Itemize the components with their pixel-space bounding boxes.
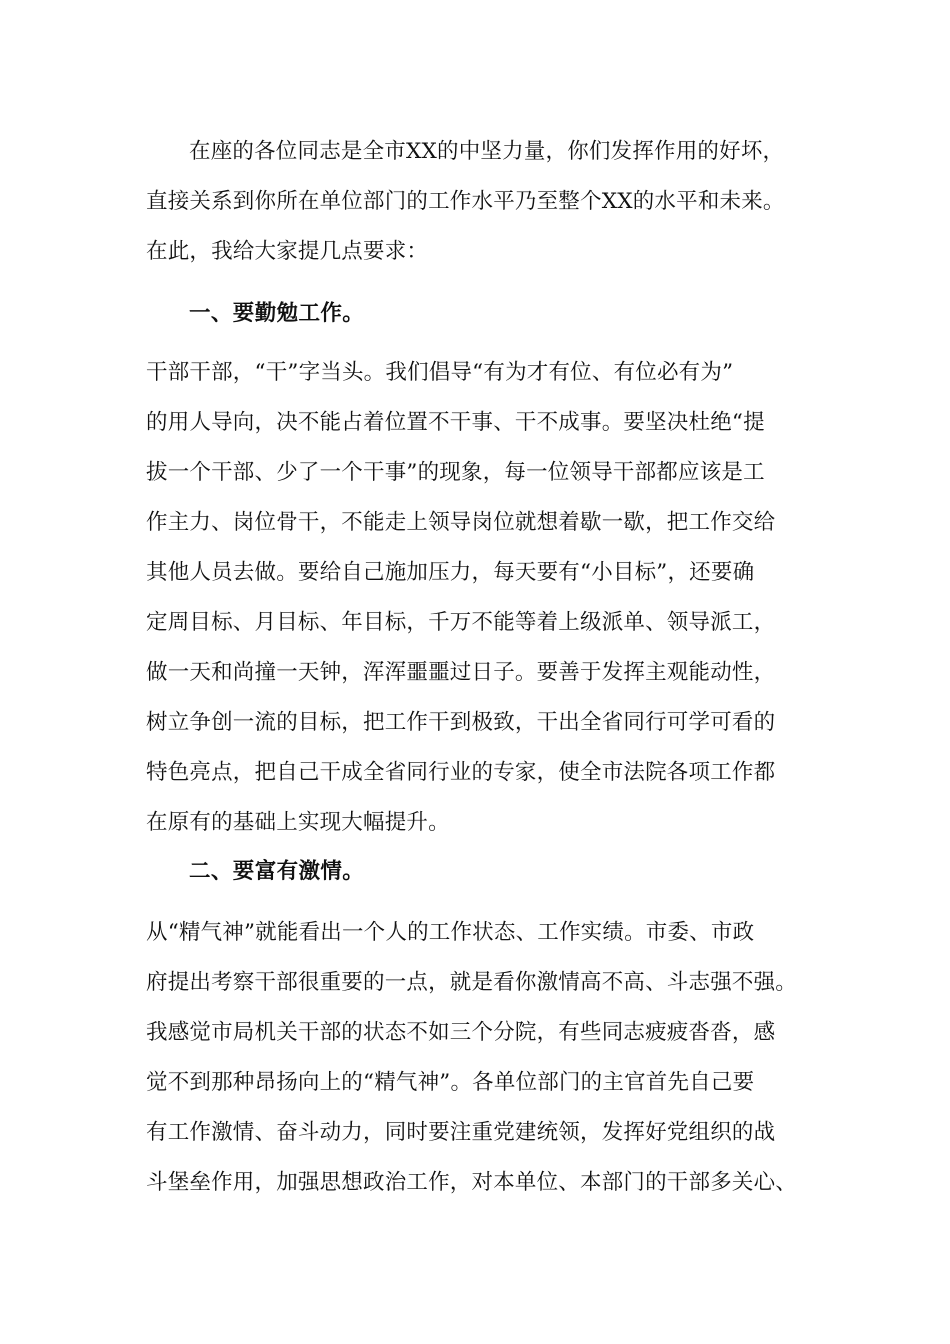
section1-line: 作主力、岗位骨干，不能走上领导岗位就想着歇一歇，把工作交给 bbox=[146, 510, 776, 535]
section2-line: 斗堡垒作用，加强思想政治工作，对本单位、本部门的干部多关心、 bbox=[146, 1170, 798, 1195]
section-heading-1: 一、要勤勉工作。 bbox=[189, 301, 365, 326]
intro-line: 直接关系到你所在单位部门的工作水平乃至整个XX的水平和未来。 bbox=[146, 189, 785, 214]
intro-line: 在座的各位同志是全市XX的中坚力量，你们发挥作用的好坏， bbox=[189, 139, 785, 164]
section2-line: 府提出考察干部很重要的一点，就是看你激情高不高、斗志强不强。 bbox=[146, 970, 798, 995]
section1-line: 树立争创一流的目标，把工作干到极致，干出全省同行可学可看的 bbox=[146, 710, 776, 735]
section2-line: 我感觉市局机关干部的状态不如三个分院，有些同志疲疲沓沓，感 bbox=[146, 1020, 776, 1045]
section1-line: 其他人员去做。要给自己施加压力，每天要有“小目标”，还要确 bbox=[146, 560, 755, 585]
section2-line: 有工作激情、奋斗动力，同时要注重党建统领，发挥好党组织的战 bbox=[146, 1120, 776, 1145]
section1-line: 在原有的基础上实现大幅提升。 bbox=[146, 810, 450, 835]
intro-line: 在此，我给大家提几点要求： bbox=[146, 239, 429, 264]
section1-line: 干部干部，“干”字当头。我们倡导“有为才有位、有位必有为” bbox=[146, 360, 734, 385]
section1-line: 定周目标、月目标、年目标，千万不能等着上级派单、领导派工， bbox=[146, 610, 776, 635]
section1-line: 特色亮点，把自己干成全省同行业的专家，使全市法院各项工作都 bbox=[146, 760, 776, 785]
section1-line: 做一天和尚撞一天钟，浑浑噩噩过日子。要善于发挥主观能动性， bbox=[146, 660, 776, 685]
section1-line: 的用人导向，决不能占着位置不干事、干不成事。要坚决杜绝“提 bbox=[146, 410, 765, 435]
section2-line: 觉不到那种昂扬向上的“精气神”。各单位部门的主官首先自己要 bbox=[146, 1070, 755, 1095]
section1-line: 拔一个干部、少了一个干事”的现象，每一位领导干部都应该是工 bbox=[146, 460, 765, 485]
section-heading-2: 二、要富有激情。 bbox=[189, 859, 365, 884]
section2-line: 从“精气神”就能看出一个人的工作状态、工作实绩。市委、市政 bbox=[146, 920, 755, 945]
